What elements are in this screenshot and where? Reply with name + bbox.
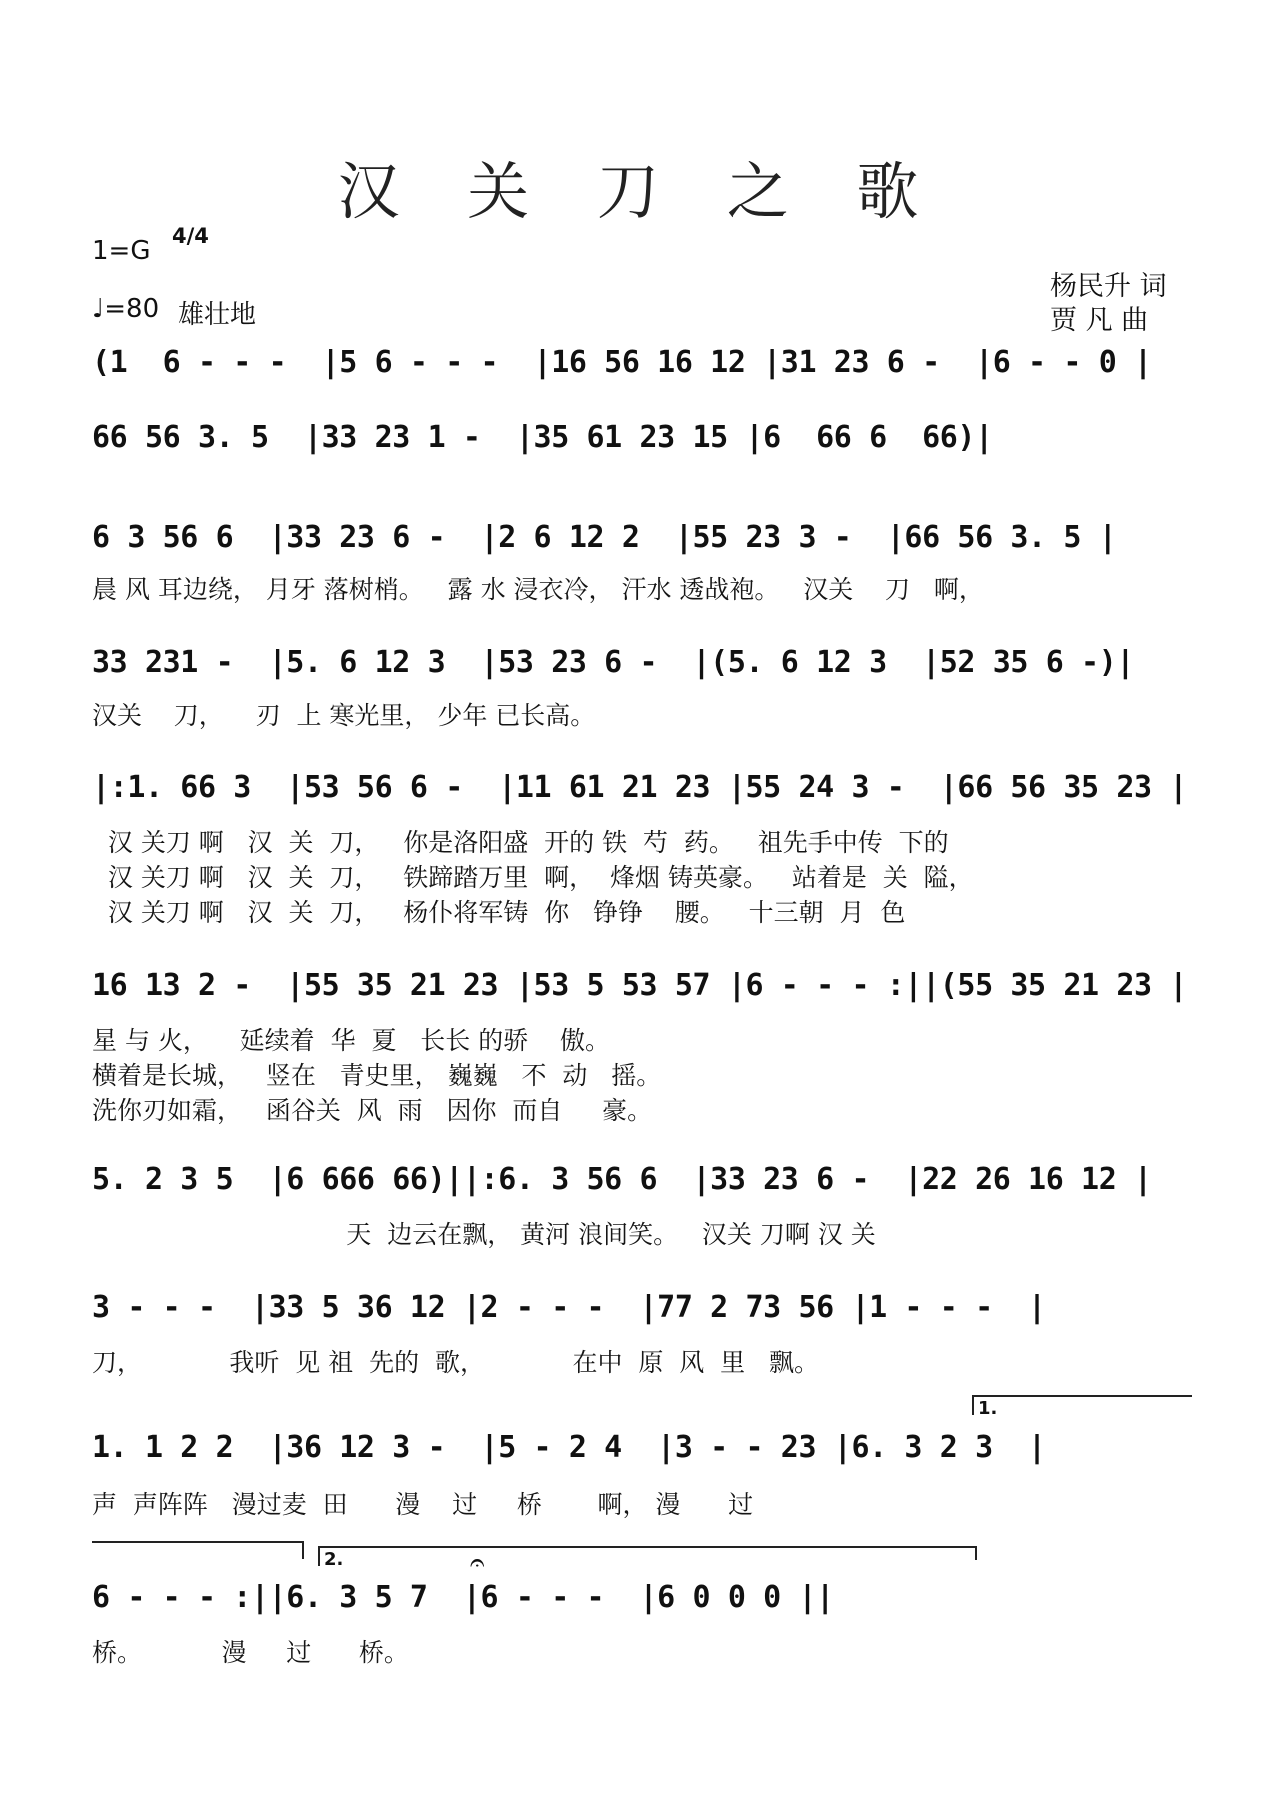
first-ending-end-tick xyxy=(302,1541,304,1559)
lyric-line-5b: 汉 关刀 啊 汉 关 刀， 铁蹄踏万里 啊， 烽烟 铸英豪。 站着是 关 隘， xyxy=(92,863,974,892)
first-ending-tick xyxy=(972,1395,974,1415)
first-ending-bracket xyxy=(972,1395,1192,1397)
composer-credit: 贾 凡 曲 xyxy=(1050,305,1149,336)
first-ending-bracket-continued xyxy=(92,1541,302,1543)
notation-line-6: 16 13 2 - |55 35 21 23 |53 5 53 57 |6 - - - :||(55 35 21 23 | xyxy=(92,968,1188,1003)
lyricist-credit: 杨民升 词 xyxy=(1050,271,1167,302)
second-ending-bracket xyxy=(318,1546,976,1548)
lyric-line-10: 桥。 漫 过 桥。 xyxy=(92,1638,409,1667)
lyric-line-4: 汉关 刀， 刃 上 寒光里， 少年 已长高。 xyxy=(92,701,596,730)
notation-line-8: 3 - - - |33 5 36 12 |2 - - - |77 2 73 56 |1 - - - | xyxy=(92,1290,1046,1325)
key-signature: 1=G xyxy=(92,236,151,266)
lyric-line-5c: 汉 关刀 啊 汉 关 刀， 杨仆将军铸 你 铮铮 腰。 十三朝 月 色 xyxy=(92,898,906,927)
notation-line-5: |:1. 66 3 |53 56 6 - |11 61 21 23 |55 24 3 - |66 56 35 23 | xyxy=(92,770,1188,805)
song-title: 汉 关 刀 之 歌 xyxy=(337,155,943,228)
first-ending-label: 1. xyxy=(978,1398,998,1419)
lyric-line-6c: 洗你刃如霜， 函谷关 风 雨 因你 而自 豪。 xyxy=(92,1096,653,1125)
time-signature-value: 4/4 xyxy=(172,224,209,248)
lyric-line-8: 刀， 我听 见 祖 先的 歌， 在中 原 风 里 飘。 xyxy=(92,1348,819,1377)
lyric-line-5a: 汉 关刀 啊 汉 关 刀， 你是洛阳盛 开的 铁 芍 药。 祖先手中传 下的 xyxy=(92,828,949,857)
notation-line-10: 6 - - - :||6. 3 5 7 |6 - - - |6 0 0 0 || xyxy=(92,1580,834,1615)
lyric-line-7: 天 边云在飘， 黄河 浪间笑。 汉关 刀啊 汉 关 xyxy=(92,1220,876,1249)
second-ending-tick xyxy=(318,1546,320,1566)
notation-line-1: (1 6 - - - |5 6 - - - |16 56 16 12 |31 23 6 - |6 - - 0 | xyxy=(92,345,1152,380)
lyric-line-6b: 横着是长城， 竖在 青史里， 巍巍 不 动 摇。 xyxy=(92,1061,662,1090)
notation-line-7: 5. 2 3 5 |6 666 66)||:6. 3 56 6 |33 23 6 - |22 26 16 12 | xyxy=(92,1162,1152,1197)
notation-line-2: 66 56 3. 5 |33 23 1 - |35 61 23 15 |6 66 6 66)| xyxy=(92,420,993,455)
notation-line-9: 1. 1 2 2 |36 12 3 - |5 - 2 4 |3 - - 23 |6. 3 2 3 | xyxy=(92,1430,1046,1465)
tempo-marking: ♩=80 xyxy=(92,294,160,324)
second-ending-label: 2. xyxy=(324,1549,344,1570)
notation-line-4: 33 231 - |5. 6 12 3 |53 23 6 - |(5. 6 12 3 |52 35 6 -)| xyxy=(92,645,1135,680)
lyric-line-3: 晨 风 耳边绕， 月牙 落树梢。 露 水 浸衣冷， 汗水 透战袍。 汉关 刀 啊， xyxy=(92,575,984,604)
lyric-line-9: 声 声阵阵 漫过麦 田 漫 过 桥 啊， 漫 过 xyxy=(92,1490,754,1519)
notation-line-3: 6 3 56 6 |33 23 6 - |2 6 12 2 |55 23 3 - |66 56 3. 5 | xyxy=(92,520,1117,555)
lyric-line-6a: 星 与 火， 延续着 华 夏 长长 的骄 傲。 xyxy=(92,1026,611,1055)
time-signature xyxy=(172,226,209,246)
expression-marking: 雄壮地 xyxy=(178,300,257,330)
second-ending-end-tick xyxy=(975,1546,977,1560)
fermata-icon: 𝄐 xyxy=(470,1548,485,1578)
